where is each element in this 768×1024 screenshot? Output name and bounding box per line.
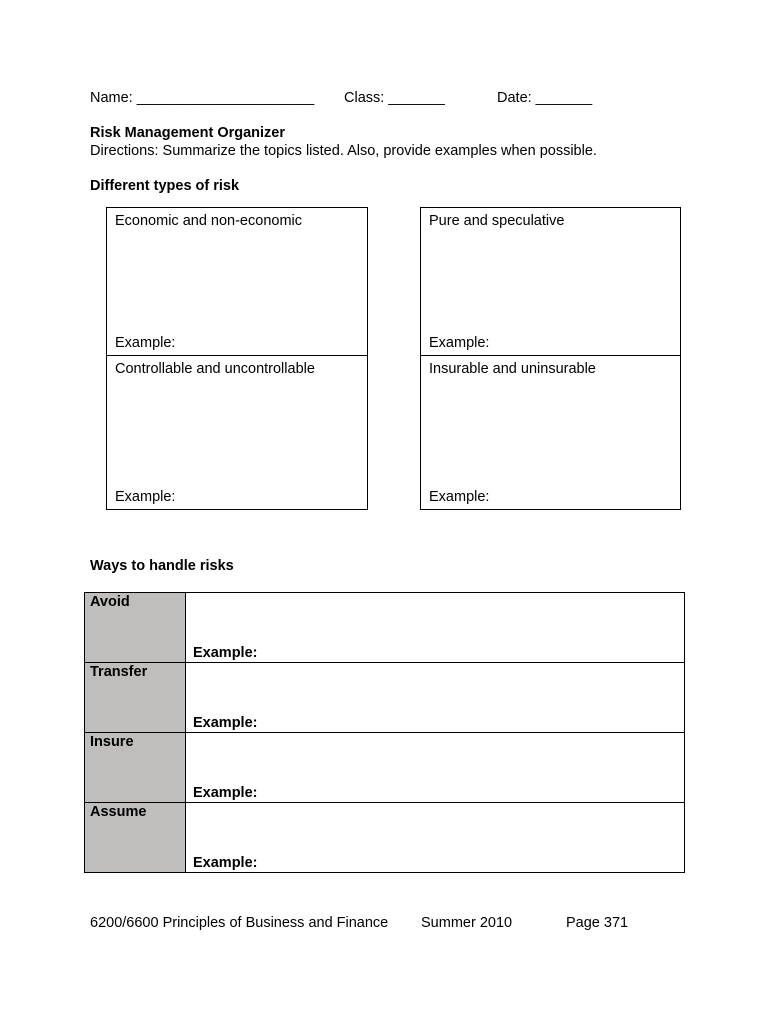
footer-page-number: Page 371 bbox=[566, 915, 629, 931]
risk-box-example-label: Example: bbox=[115, 489, 176, 505]
risk-box-topic: Controllable and uncontrollable bbox=[115, 361, 315, 377]
ways-row-avoid bbox=[85, 593, 685, 663]
risk-box-economic bbox=[106, 207, 368, 356]
ways-example-label: Example: bbox=[193, 855, 258, 871]
ways-row-label: Avoid bbox=[85, 593, 186, 663]
ways-row-content bbox=[186, 593, 685, 663]
risk-box-insurable bbox=[420, 355, 681, 510]
risk-box-example-label: Example: bbox=[429, 335, 490, 351]
ways-example-label: Example: bbox=[193, 785, 258, 801]
risk-box-pure bbox=[420, 207, 681, 356]
risk-box-controllable bbox=[106, 355, 368, 510]
ways-row-transfer bbox=[85, 663, 685, 733]
ways-row-insure bbox=[85, 733, 685, 803]
ways-heading: Ways to handle risks bbox=[90, 558, 234, 574]
name-field-label: Name: ______________________ bbox=[90, 90, 315, 106]
risk-box-example-label: Example: bbox=[429, 489, 490, 505]
ways-row-label: Transfer bbox=[85, 663, 186, 733]
ways-row-label: Assume bbox=[85, 803, 186, 873]
ways-row-content bbox=[186, 733, 685, 803]
ways-row-label: Insure bbox=[85, 733, 186, 803]
risk-box-example-label: Example: bbox=[115, 335, 176, 351]
risk-box-topic: Insurable and uninsurable bbox=[429, 361, 596, 377]
ways-example-label: Example: bbox=[193, 715, 258, 731]
footer-term: Summer 2010 bbox=[421, 915, 513, 931]
types-heading: Different types of risk bbox=[90, 178, 240, 194]
class-field-label: Class: _______ bbox=[344, 90, 445, 106]
ways-row-content bbox=[186, 803, 685, 873]
risk-box-topic: Pure and speculative bbox=[429, 213, 565, 229]
footer-course: 6200/6600 Principles of Business and Finance bbox=[90, 915, 389, 931]
page-title: Risk Management Organizer bbox=[90, 125, 285, 141]
ways-row-content bbox=[186, 663, 685, 733]
date-field-label: Date: _______ bbox=[497, 90, 593, 106]
ways-example-label: Example: bbox=[193, 645, 258, 661]
risk-box-topic: Economic and non-economic bbox=[115, 213, 302, 229]
directions-text: Directions: Summarize the topics listed. Also, provide examples when possible. bbox=[90, 143, 597, 159]
ways-row-assume bbox=[85, 803, 685, 873]
ways-table bbox=[84, 592, 685, 873]
